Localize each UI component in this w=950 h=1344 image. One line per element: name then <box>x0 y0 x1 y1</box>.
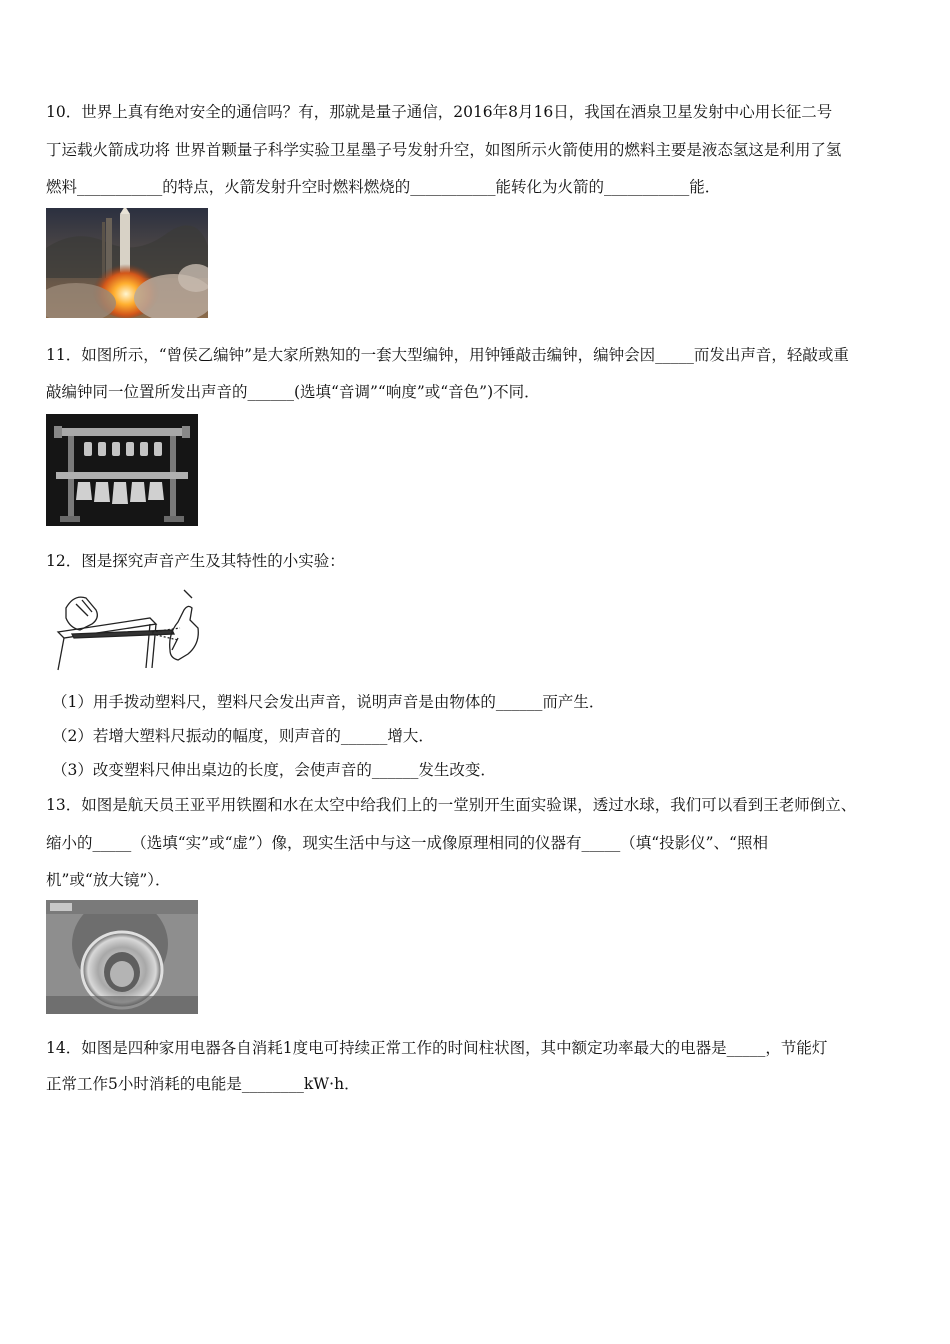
q12-sub-3: （3）改变塑料尺伸出桌边的长度，会使声音的______发生改变． <box>52 761 496 779</box>
rocket-launch-photo <box>46 208 208 318</box>
q12-sub-1: （1）用手拨动塑料尺，塑料尺会发出声音，说明声音是由物体的______而产生． <box>52 693 605 711</box>
q14-line-1: 14．如图是四种家用电器各自消耗1度电可持续正常工作的时间柱状图，其中额定功率最大的电器是_____，节能灯 <box>46 1039 828 1057</box>
q11-line-2: 敲编钟同一位置所发出声音的______(选填“音调”“响度”或“音色”)不同． <box>46 383 540 401</box>
water-ball-photo <box>46 900 198 1014</box>
q13-line-1: 13．如图是航天员王亚平用铁圈和水在太空中给我们上的一堂别开生面实验课，透过水球，我们可以看到王老师倒立、 <box>46 796 857 814</box>
q10-line-3: 燃料___________的特点，火箭发射升空时燃料燃烧的___________能转化为火箭的___________能． <box>46 178 721 196</box>
q12-stem: 12．图是探究声音产生及其特性的小实验： <box>46 552 345 570</box>
q12-sub-2: （2）若增大塑料尺振动的幅度，则声音的______增大． <box>52 727 434 745</box>
q11-line-1: 11．如图所示，“曾侯乙编钟”是大家所熟知的一套大型编钟，用钟锤敲击编钟，编钟会因_____而发出声音，轻敲或重 <box>46 346 849 364</box>
q13-line-2: 缩小的_____（选填“实”或“虚”）像，现实生活中与这一成像原理相同的仪器有_____（填“投影仪”、“照相 <box>46 834 768 852</box>
chime-bells-photo <box>46 414 198 526</box>
ruler-experiment-sketch <box>52 588 202 674</box>
q14-line-2: 正常工作5小时消耗的电能是________kW·h． <box>46 1075 360 1093</box>
q10-line-2: 丁运载火箭成功将 世界首颗量子科学实验卫星墨子号发射升空，如图所示火箭使用的燃料主要是液态氢这是利用了氢 <box>46 141 842 159</box>
q13-line-3: 机”或“放大镜”）． <box>46 871 171 889</box>
q10-line-1: 10．世界上真有绝对安全的通信吗？有，那就是量子通信，2016年8月16日，我国在酒泉卫星发射中心用长征二号 <box>46 103 833 121</box>
